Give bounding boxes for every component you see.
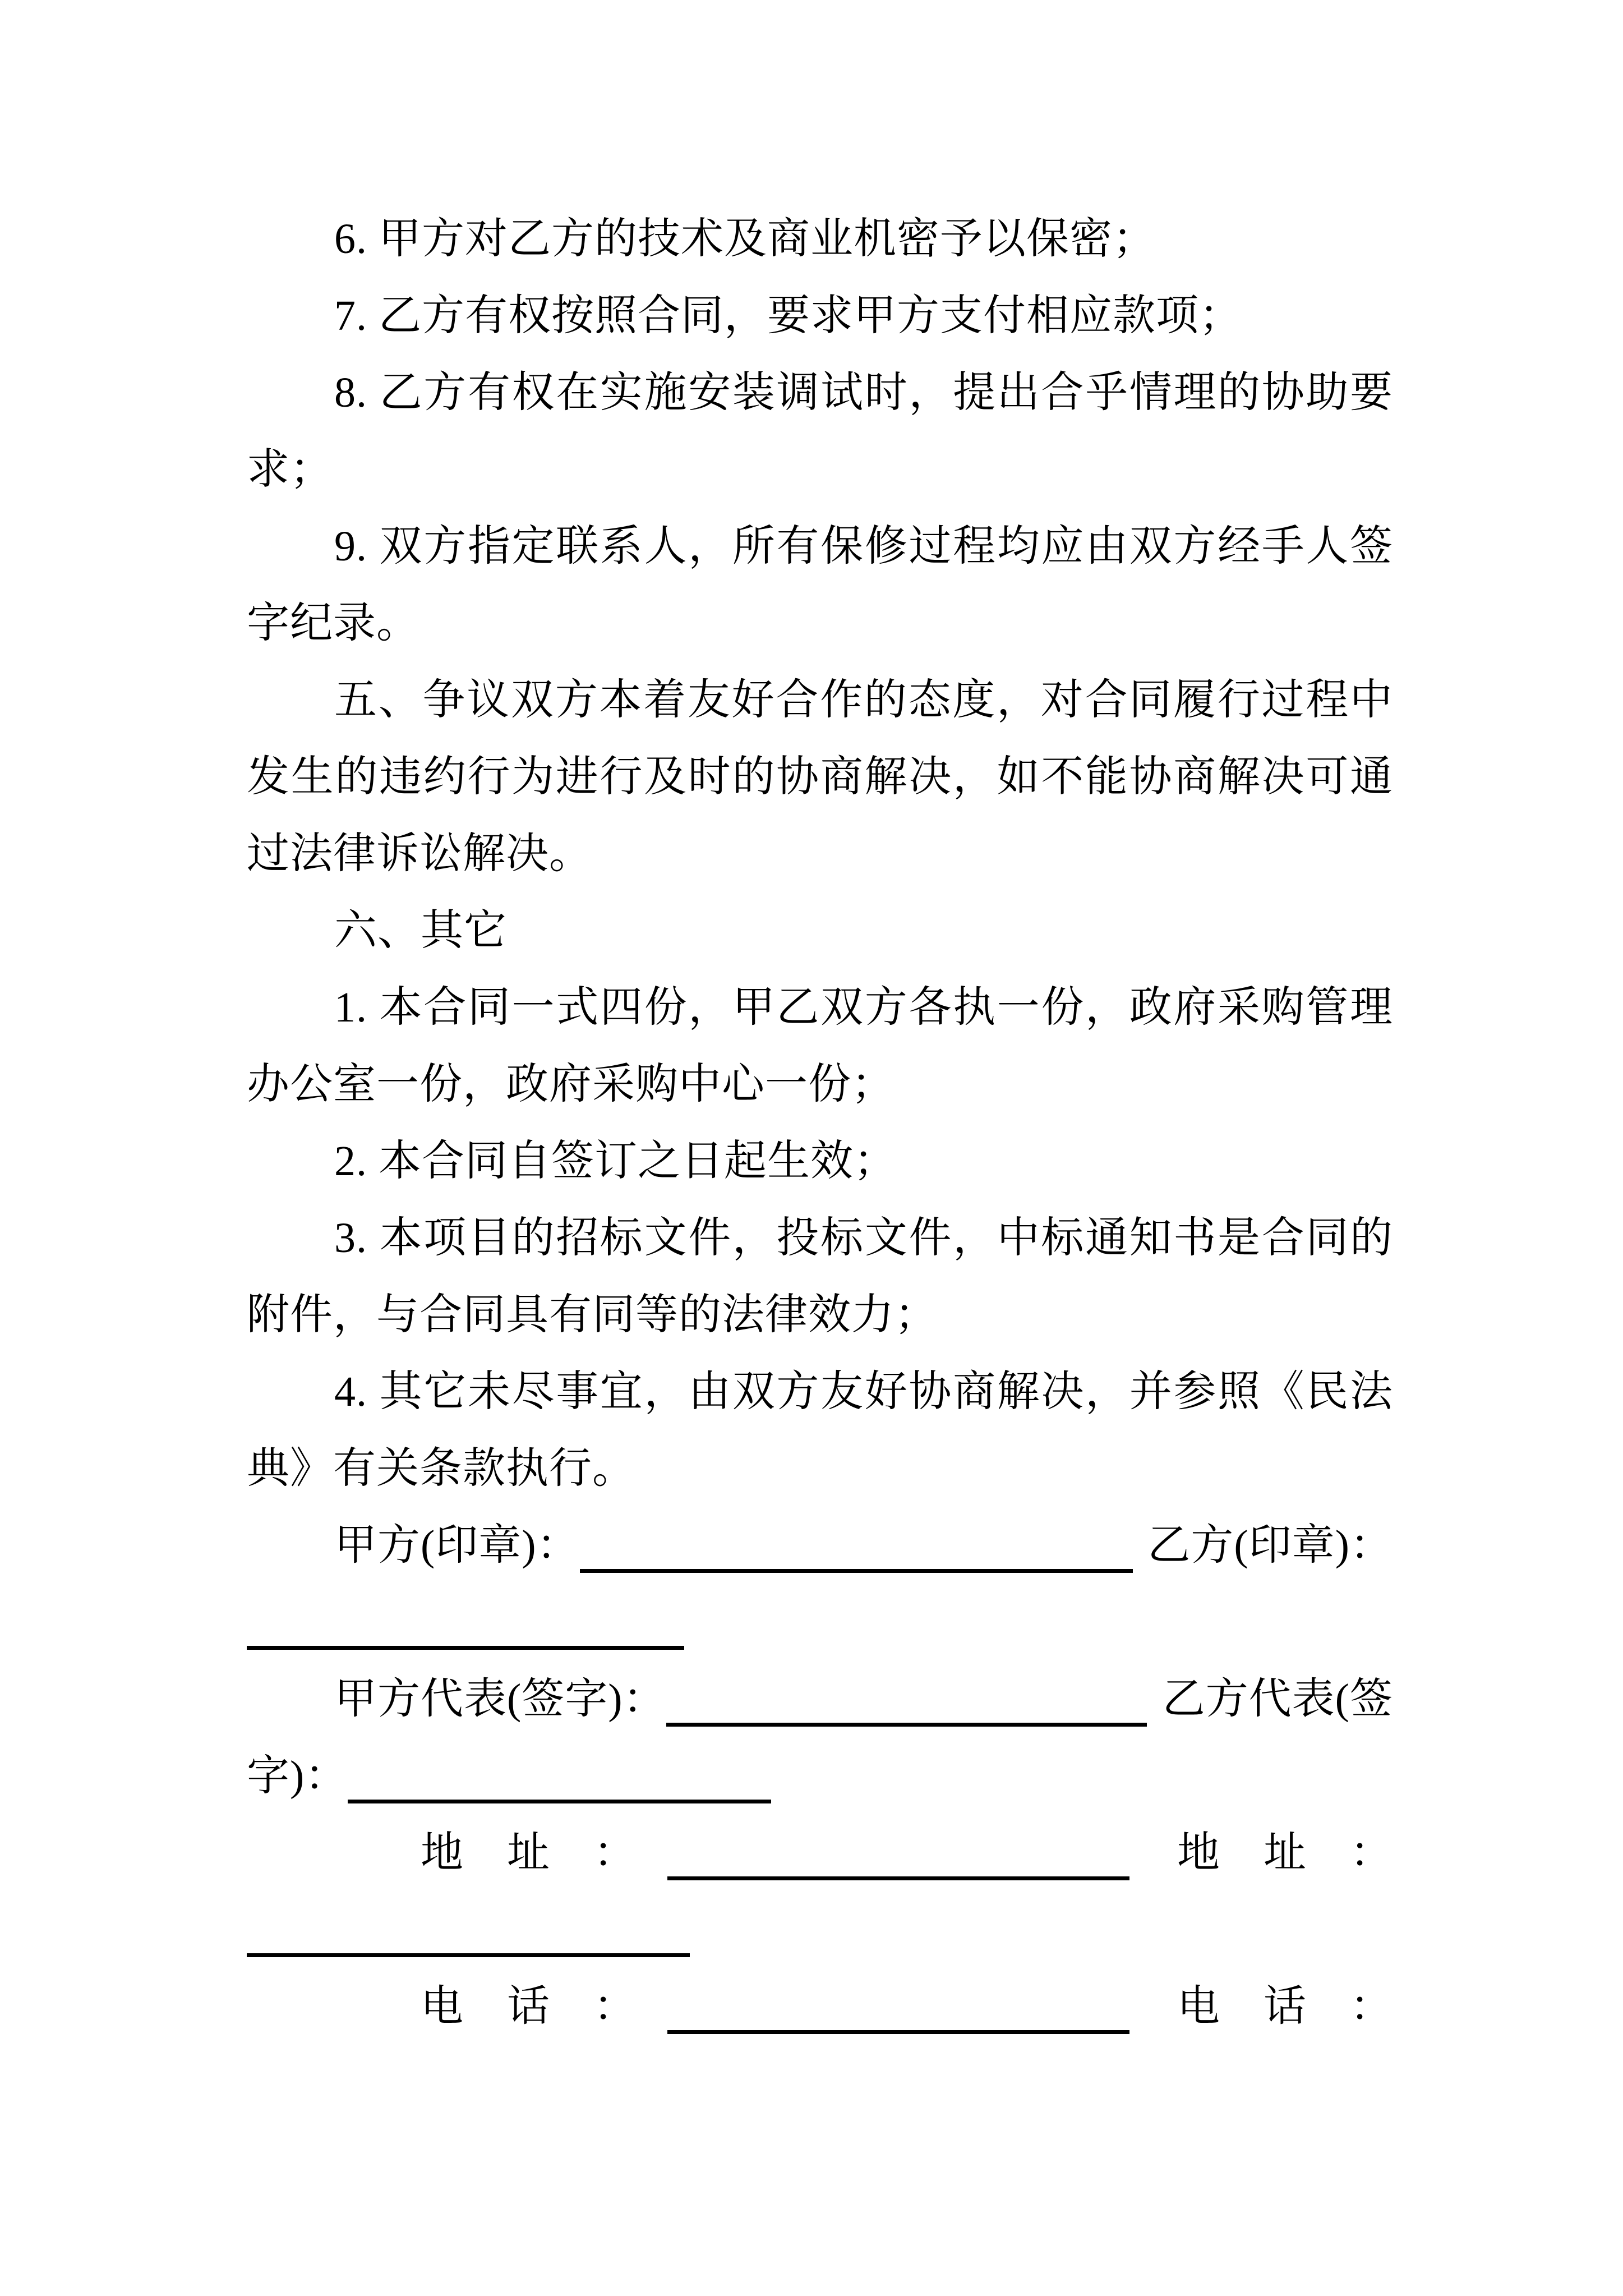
party-a-seal-blank-line bbox=[580, 1569, 1133, 1573]
party-a-phone-label: 电 话 ： bbox=[421, 1983, 637, 2030]
clause-8-line-2: 求； bbox=[247, 446, 333, 493]
party-a-phone-blank-line bbox=[667, 2030, 1129, 2034]
clause-8-line-1: 8. 乙方有权在实施安装调试时，提出合乎情理的协助要 bbox=[334, 369, 1393, 416]
party-a-rep-label: 甲方代表(签字)： bbox=[334, 1676, 666, 1723]
clause-9-line-1: 9. 双方指定联系人，所有保修过程均应由双方经手人签 bbox=[334, 523, 1393, 570]
other-item-1-line-2: 办公室一份，政府采购中心一份； bbox=[247, 1061, 895, 1108]
address-row bbox=[247, 1815, 1393, 1892]
party-b-phone-label: 电 话 ： bbox=[1177, 1983, 1393, 2030]
clause-6-line: 6. 甲方对乙方的技术及商业机密予以保密； bbox=[334, 215, 1156, 263]
rep-signature-wrap-row bbox=[247, 1738, 1393, 1815]
party-b-address-label: 地 址 ： bbox=[1177, 1829, 1393, 1876]
party-b-seal-label: 乙方(印章)： bbox=[1147, 1522, 1393, 1569]
party-a-rep-blank-line bbox=[666, 1723, 1147, 1727]
other-item-4-line-1: 4. 其它未尽事宜，由双方友好协商解决，并参照《民法 bbox=[334, 1368, 1393, 1415]
seal-signature-row bbox=[247, 1507, 1393, 1584]
party-a-address-blank-line bbox=[667, 1876, 1129, 1880]
other-item-1-line-1: 1. 本合同一式四份，甲乙双方各执一份，政府采购管理 bbox=[334, 984, 1393, 1031]
party-b-rep-label-part2: 字)： bbox=[247, 1752, 348, 1800]
party-a-seal-label: 甲方(印章)： bbox=[334, 1522, 580, 1569]
party-b-address-blank-row bbox=[247, 1892, 1393, 1968]
section-5-line-1: 五、争议双方本着友好合作的态度，对合同履行过程中 bbox=[334, 677, 1393, 724]
clause-9-line-2: 字纪录。 bbox=[247, 600, 419, 647]
party-b-seal-blank-line bbox=[247, 1646, 684, 1650]
party-b-seal-blank-row bbox=[247, 1584, 1393, 1661]
section-6-heading: 六、其它 bbox=[334, 907, 507, 954]
other-item-3-line-1: 3. 本项目的招标文件，投标文件，中标通知书是合同的 bbox=[334, 1214, 1393, 1262]
party-a-address-label: 地 址 ： bbox=[421, 1829, 637, 1876]
section-5-line-2: 发生的违约行为进行及时的协商解决，如不能协商解决可通 bbox=[247, 753, 1393, 800]
party-b-rep-blank-line bbox=[348, 1800, 771, 1803]
party-b-address-blank-line bbox=[247, 1953, 690, 1957]
clause-7-line: 7. 乙方有权按照合同，要求甲方支付相应款项； bbox=[334, 292, 1242, 339]
phone-row bbox=[247, 1968, 1393, 2045]
other-item-2-line: 2. 本合同自签订之日起生效； bbox=[334, 1138, 897, 1185]
other-item-3-line-2: 附件，与合同具有同等的法律效力； bbox=[247, 1291, 938, 1338]
section-5-line-3: 过法律诉讼解决。 bbox=[247, 830, 592, 877]
other-item-4-line-2: 典》有关条款执行。 bbox=[247, 1445, 635, 1492]
party-b-rep-label-part1: 乙方代表(签 bbox=[1162, 1676, 1393, 1723]
rep-signature-row bbox=[247, 1661, 1393, 1738]
